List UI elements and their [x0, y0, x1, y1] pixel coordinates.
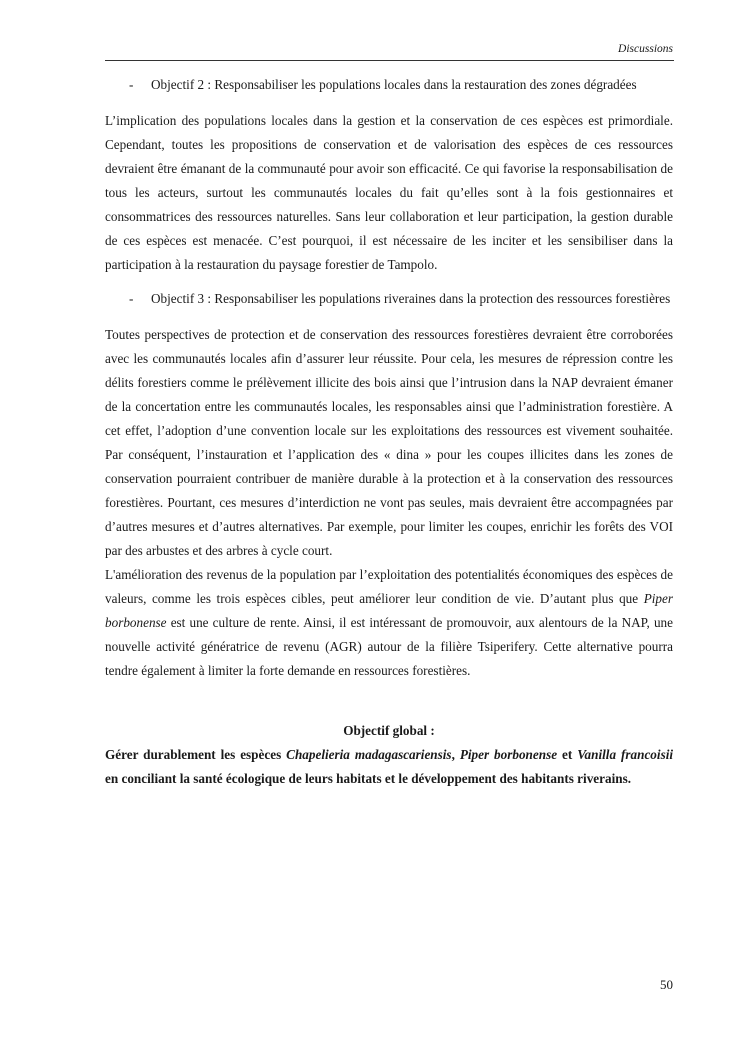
page-number: 50 — [660, 977, 673, 992]
species-name: Piper borbonense — [105, 591, 673, 630]
objective-2-bullet — [105, 73, 673, 97]
bullet-dash: - — [129, 77, 134, 92]
goal-separator: , — [451, 747, 460, 762]
income-text-part2: est une culture de rente. Ainsi, il est intéressant de promouvoir, aux alentours de la NAP, une nouvelle activité génératrice de revenu (AGR) autour de la filière Tsiperifery. Cette alternative pourra tendre également à limiter la forte demande en ressources forestières. — [105, 615, 673, 678]
objective-2-paragraph: L’implication des populations locales dans la gestion et la conservation de ces espèces est primordiale. Cependant, toutes les propositions de conservation et de valorisation des espèces de ces ressources devraient être émanant de la communauté pour avoir son efficacité. Ce qui favorise la responsabilisation de tous les acteurs, surtout les communautés locales du fait qu’elles sont à la fois gestionnaires et consommatrices des ressources naturelles. Sans leur collaboration et leur participation, la gestion durable de ces espèces est menacée. C’est pourquoi, il est nécessaire de les inciter et les sensibiliser dans la participation à la restauration du paysage forestier de Tampolo. — [105, 113, 673, 272]
income-text-part1: L'amélioration des revenus de la population par l’exploitation des potentialités économiques des espèces de valeurs, comme les trois espèces cibles, peut améliorer leur condition de vie. D’autant plus que — [105, 567, 673, 606]
objective-2-text: Objectif 2 : Responsabiliser les populations locales dans la restauration des zones dégradées — [151, 77, 637, 92]
running-header: Discussions — [618, 43, 673, 55]
page-content — [105, 70, 673, 791]
bullet-dash: - — [129, 291, 134, 306]
species-name: Piper borbonense — [459, 747, 558, 762]
header-rule — [105, 60, 674, 61]
income-paragraph — [105, 563, 673, 683]
goal-text-part1: Gérer durablement les espèces — [105, 747, 287, 762]
goal-separator: et — [557, 747, 578, 762]
objective-3-paragraph: Toutes perspectives de protection et de conservation des ressources forestières devraient être corroborées avec les communautés locales afin d’assurer leur réussite. Pour cela, les mesures de répression contre les délits forestiers comme le prélèvement illicite des bois ainsi que l’intrusion dans la NAP devraient émaner de la concertation entre les communautés locales, les responsables ainsi que l’administration forestière. A cet effet, l’adoption d’une convention locale sur les exploitations des ressources est vivement souhaitée. Par conséquent, l’instauration et l’application des « dina » pour les coupes illicites dans les zones de conservation pourraient contribuer de manière durable à la protection et à la conservation des ressources forestières. Pourtant, ces mesures d’interdiction ne vont pas seules, mais devraient être accompagnées par d’autres mesures et d’autres alternatives. Par exemple, pour limiter les coupes, enrichir les forêts des VOI par des arbustes et des arbres à cycle court. — [105, 327, 673, 558]
goal-text-part2: en conciliant la santé écologique de leurs habitats et le développement des habitants riverains. — [105, 771, 632, 786]
objective-3-text: Objectif 3 : Responsabiliser les populations riveraines dans la protection des ressources forestières — [151, 291, 671, 306]
species-name: Chapelieria madagascariensis — [286, 747, 452, 762]
global-objective-text — [105, 743, 673, 791]
global-objective-title: Objectif global : — [343, 723, 435, 738]
objective-3-bullet — [105, 287, 673, 311]
species-name: Vanilla francoisii — [577, 747, 674, 762]
